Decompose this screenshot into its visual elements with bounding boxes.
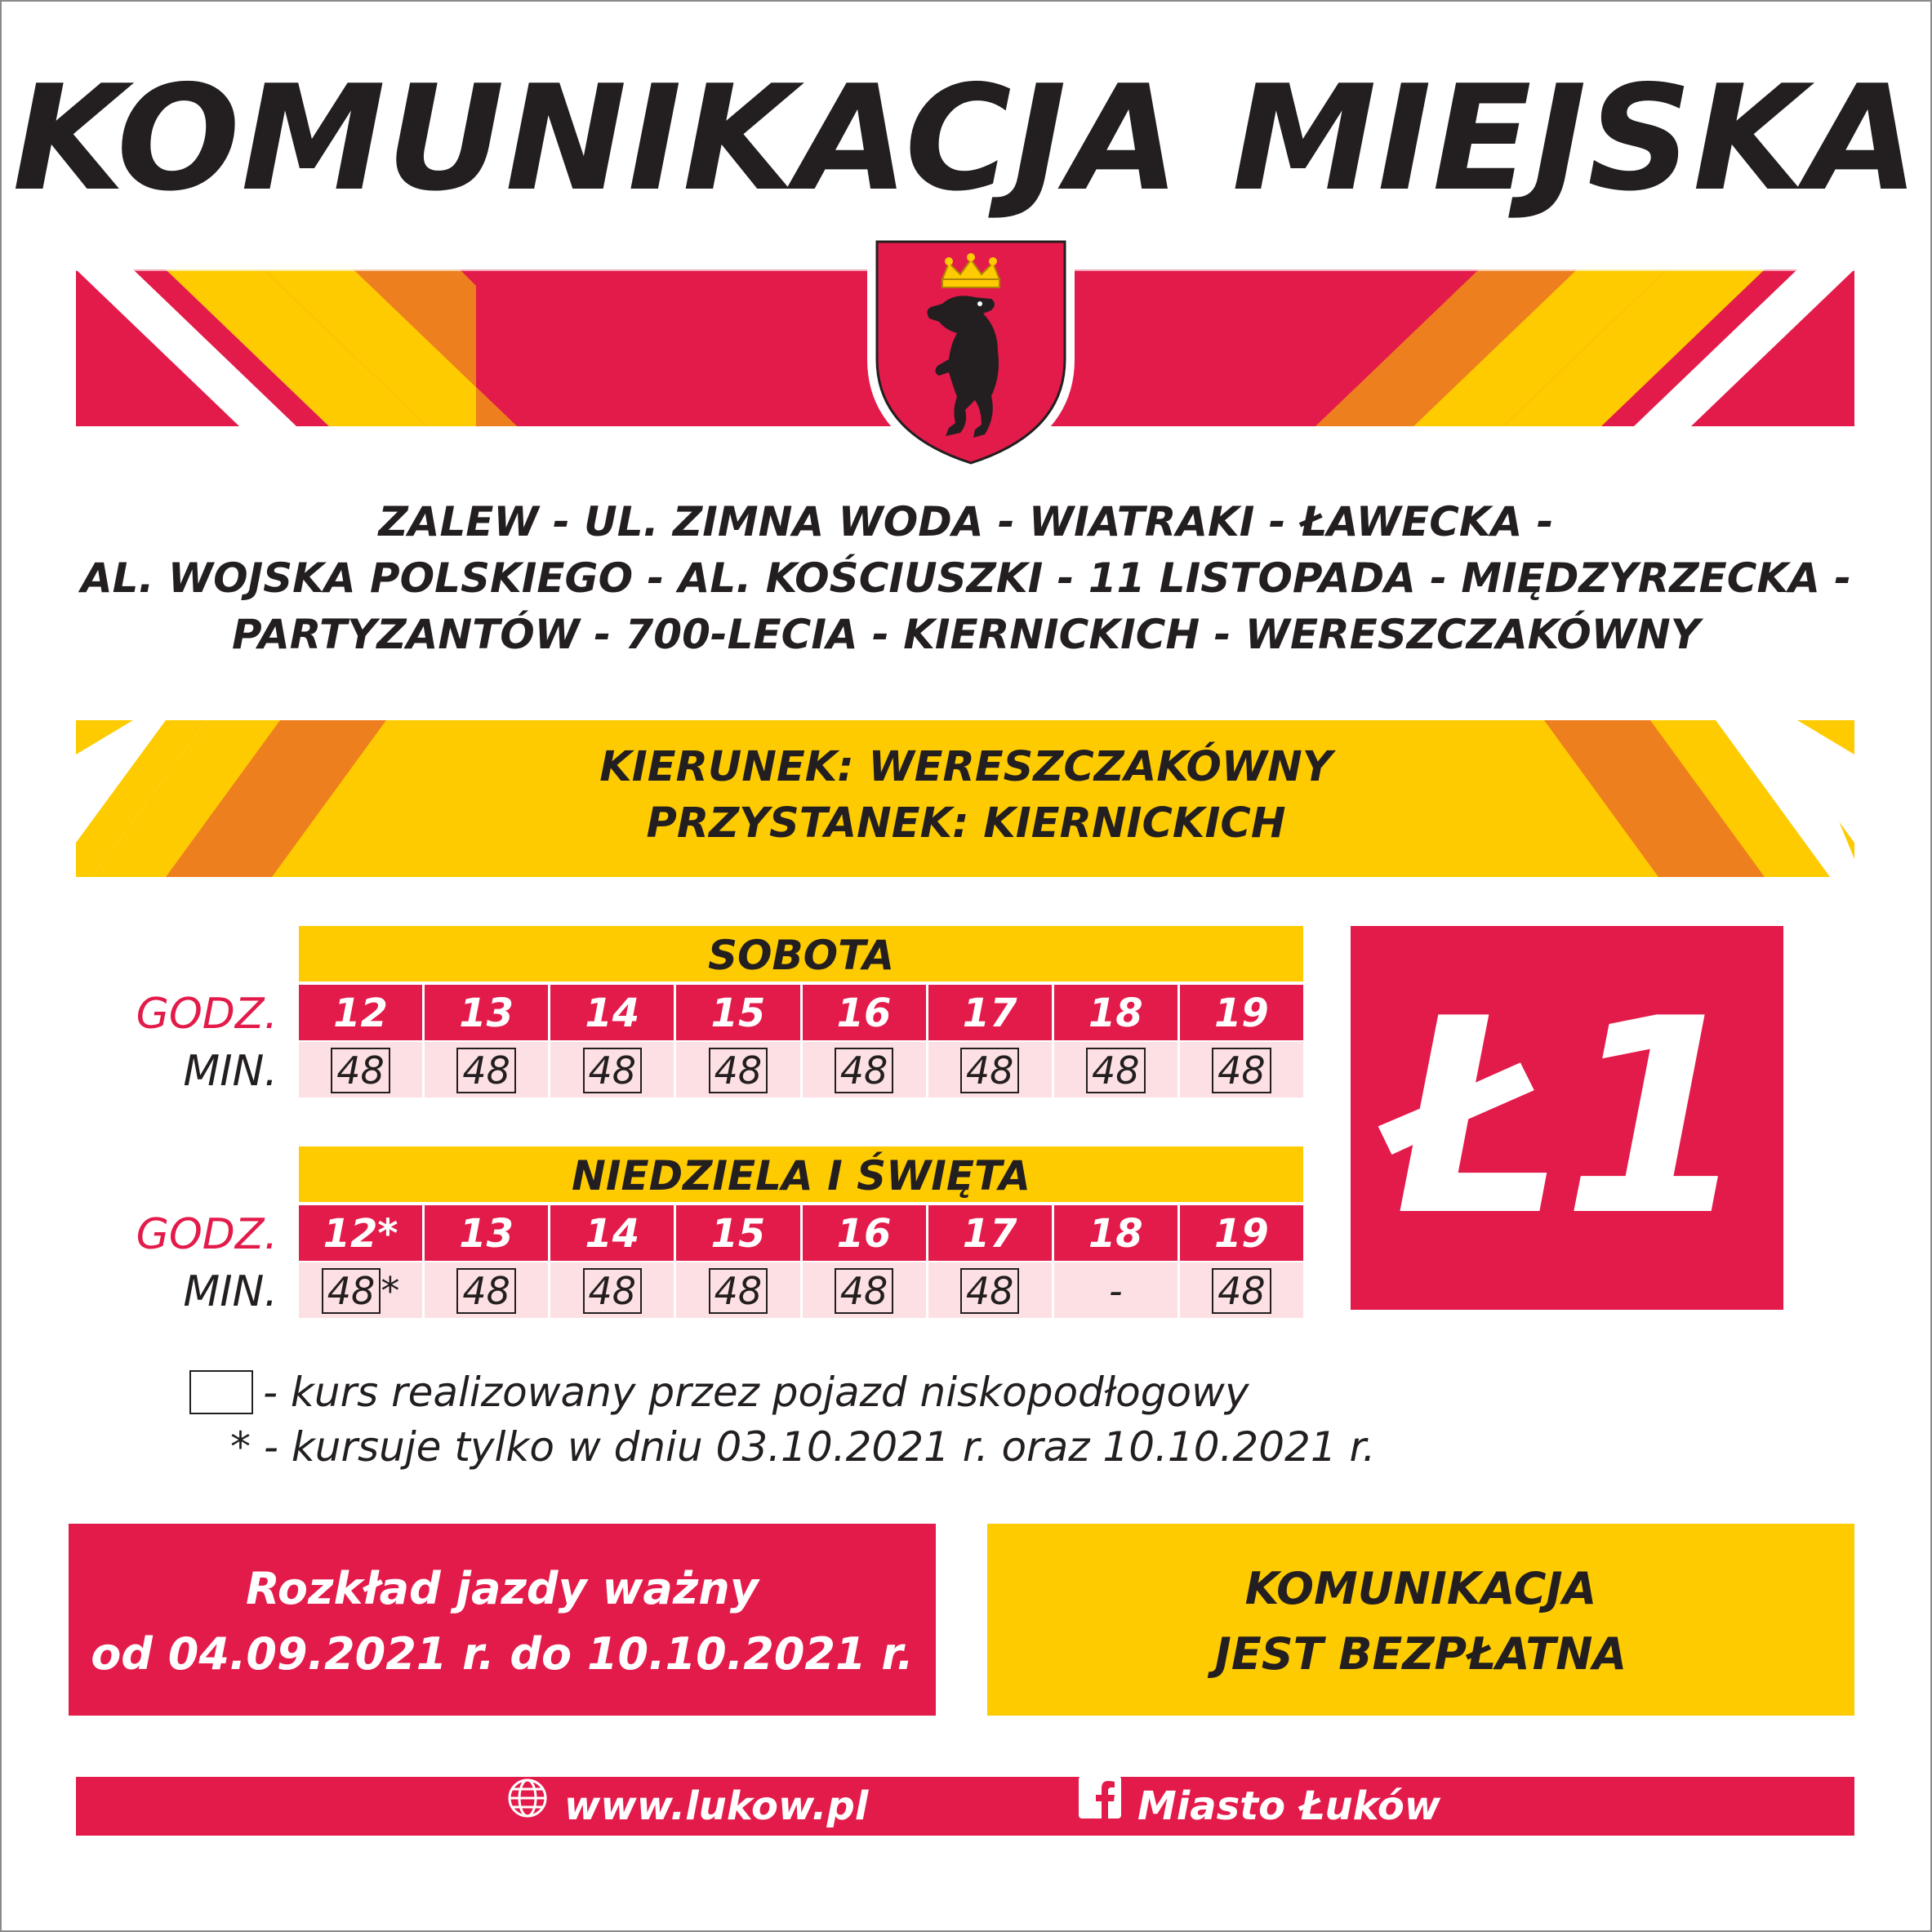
hour-cell: 19 [1180, 985, 1303, 1040]
hour-cell: 18 [1054, 1205, 1180, 1261]
asterisk-mark: * [381, 1269, 400, 1313]
direction-label: KIERUNEK: WERESZCZAKÓWNY [599, 743, 1333, 791]
hour-cell: 13 [425, 985, 550, 1040]
legend-low-floor [189, 1365, 1249, 1419]
page-title: KOMUNIKACJA MIEJSKA [12, 54, 1920, 223]
minute-cell [425, 1262, 550, 1318]
hour-label: GODZ. [136, 990, 278, 1039]
minute-label: MIN. [183, 1267, 278, 1316]
minute-cell [1180, 1262, 1303, 1318]
free-transport-box [987, 1524, 1854, 1716]
minute-cell [676, 1262, 802, 1318]
facebook-icon [1079, 1776, 1121, 1835]
facebook-text: Miasto Łuków [1137, 1783, 1441, 1829]
hour-cell: 14 [550, 985, 676, 1040]
legend-box-icon [189, 1370, 253, 1414]
hour-cell: 16 [803, 985, 928, 1040]
route-description [0, 494, 1932, 663]
validity-line: Rozkład jazdy ważny [246, 1563, 759, 1614]
globe-icon [507, 1776, 548, 1835]
sunday-minutes-row [299, 1262, 1303, 1318]
hour-cell: 14 [550, 1205, 676, 1261]
sunday-hours-row [299, 1205, 1303, 1261]
low-floor-minute: 48 [709, 1268, 768, 1314]
validity-box [69, 1524, 936, 1716]
crown-icon [942, 253, 999, 287]
hour-cell: 19 [1180, 1205, 1303, 1261]
hour-cell: 13 [425, 1205, 550, 1261]
line-number-badge: Ł1 [1351, 926, 1783, 1310]
minute-cell [928, 1262, 1054, 1318]
hour-cell: 16 [803, 1205, 928, 1261]
low-floor-minute: 48 [1212, 1048, 1271, 1093]
low-floor-minute: 48 [709, 1048, 768, 1093]
sunday-timetable [299, 1146, 1303, 1318]
website-link[interactable] [507, 1777, 868, 1836]
minute-cell [299, 1042, 425, 1097]
saturday-title: SOBOTA [299, 926, 1303, 982]
free-line: JEST BEZPŁATNA [1214, 1628, 1627, 1680]
minute-cell [550, 1262, 676, 1318]
minute-cell [550, 1042, 676, 1097]
legend-asterisk: * - kursuje tylko w dniu 03.10.2021 r. oraz 10.10.2021 r. [230, 1423, 1376, 1471]
facebook-link[interactable] [1079, 1777, 1440, 1836]
hour-label: GODZ. [136, 1210, 278, 1259]
route-line: ZALEW - UL. ZIMNA WODA - WIATRAKI - ŁAWECKA - [378, 498, 1554, 545]
legend-low-floor-text: - kurs realizowany przez pojazd niskopodłogowy [263, 1369, 1249, 1416]
validity-line: od 04.09.2021 r. do 10.10.2021 r. [91, 1628, 914, 1680]
saturday-hours-row [299, 985, 1303, 1040]
low-floor-minute: 48 [960, 1268, 1020, 1314]
route-line: PARTYZANTÓW - 700-LECIA - KIERNICKICH - WERESZCZAKÓWNY [232, 611, 1700, 658]
low-floor-minute: 48 [835, 1048, 894, 1093]
free-line: KOMUNIKACJA [1244, 1563, 1597, 1614]
low-floor-minute: 48 [1086, 1048, 1146, 1093]
route-line: AL. WOJSKA POLSKIEGO - AL. KOŚCIUSZKI - 11 LISTOPADA - MIĘDZYRZECKA - [80, 554, 1852, 602]
low-floor-minute: 48 [456, 1048, 516, 1093]
stop-label: PRZYSTANEK: KIERNICKICH [646, 799, 1286, 848]
minute-cell [803, 1042, 928, 1097]
footer-bar [76, 1777, 1854, 1836]
low-floor-minute: 48 [960, 1048, 1020, 1093]
hour-cell: 12* [299, 1205, 425, 1261]
low-floor-minute: 48 [456, 1268, 516, 1314]
low-floor-minute: 48 [835, 1268, 894, 1314]
low-floor-minute: 48 [583, 1048, 643, 1093]
low-floor-minute: 48 [583, 1268, 643, 1314]
minute-cell [676, 1042, 802, 1097]
hour-cell: 17 [928, 985, 1054, 1040]
saturday-timetable [299, 926, 1303, 1097]
minute-cell [803, 1262, 928, 1318]
coat-of-arms [861, 229, 1081, 478]
low-floor-minute: 48 [322, 1268, 381, 1314]
saturday-minutes-row [299, 1042, 1303, 1097]
hour-cell: 12 [299, 985, 425, 1040]
minute-cell [1180, 1042, 1303, 1097]
minute-label: MIN. [183, 1047, 278, 1096]
minute-cell [1054, 1042, 1180, 1097]
low-floor-minute: 48 [1212, 1268, 1271, 1314]
sunday-title: NIEDZIELA I ŚWIĘTA [299, 1146, 1303, 1202]
hour-cell: 17 [928, 1205, 1054, 1261]
minute-cell [425, 1042, 550, 1097]
minute-cell: - [1054, 1262, 1180, 1318]
low-floor-minute: 48 [331, 1048, 390, 1093]
minute-cell [299, 1262, 425, 1318]
minute-cell [928, 1042, 1054, 1097]
direction-info [0, 739, 1932, 852]
website-text: www.lukow.pl [564, 1783, 869, 1829]
hour-cell: 15 [676, 985, 802, 1040]
hour-cell: 15 [676, 1205, 802, 1261]
hour-cell: 18 [1054, 985, 1180, 1040]
